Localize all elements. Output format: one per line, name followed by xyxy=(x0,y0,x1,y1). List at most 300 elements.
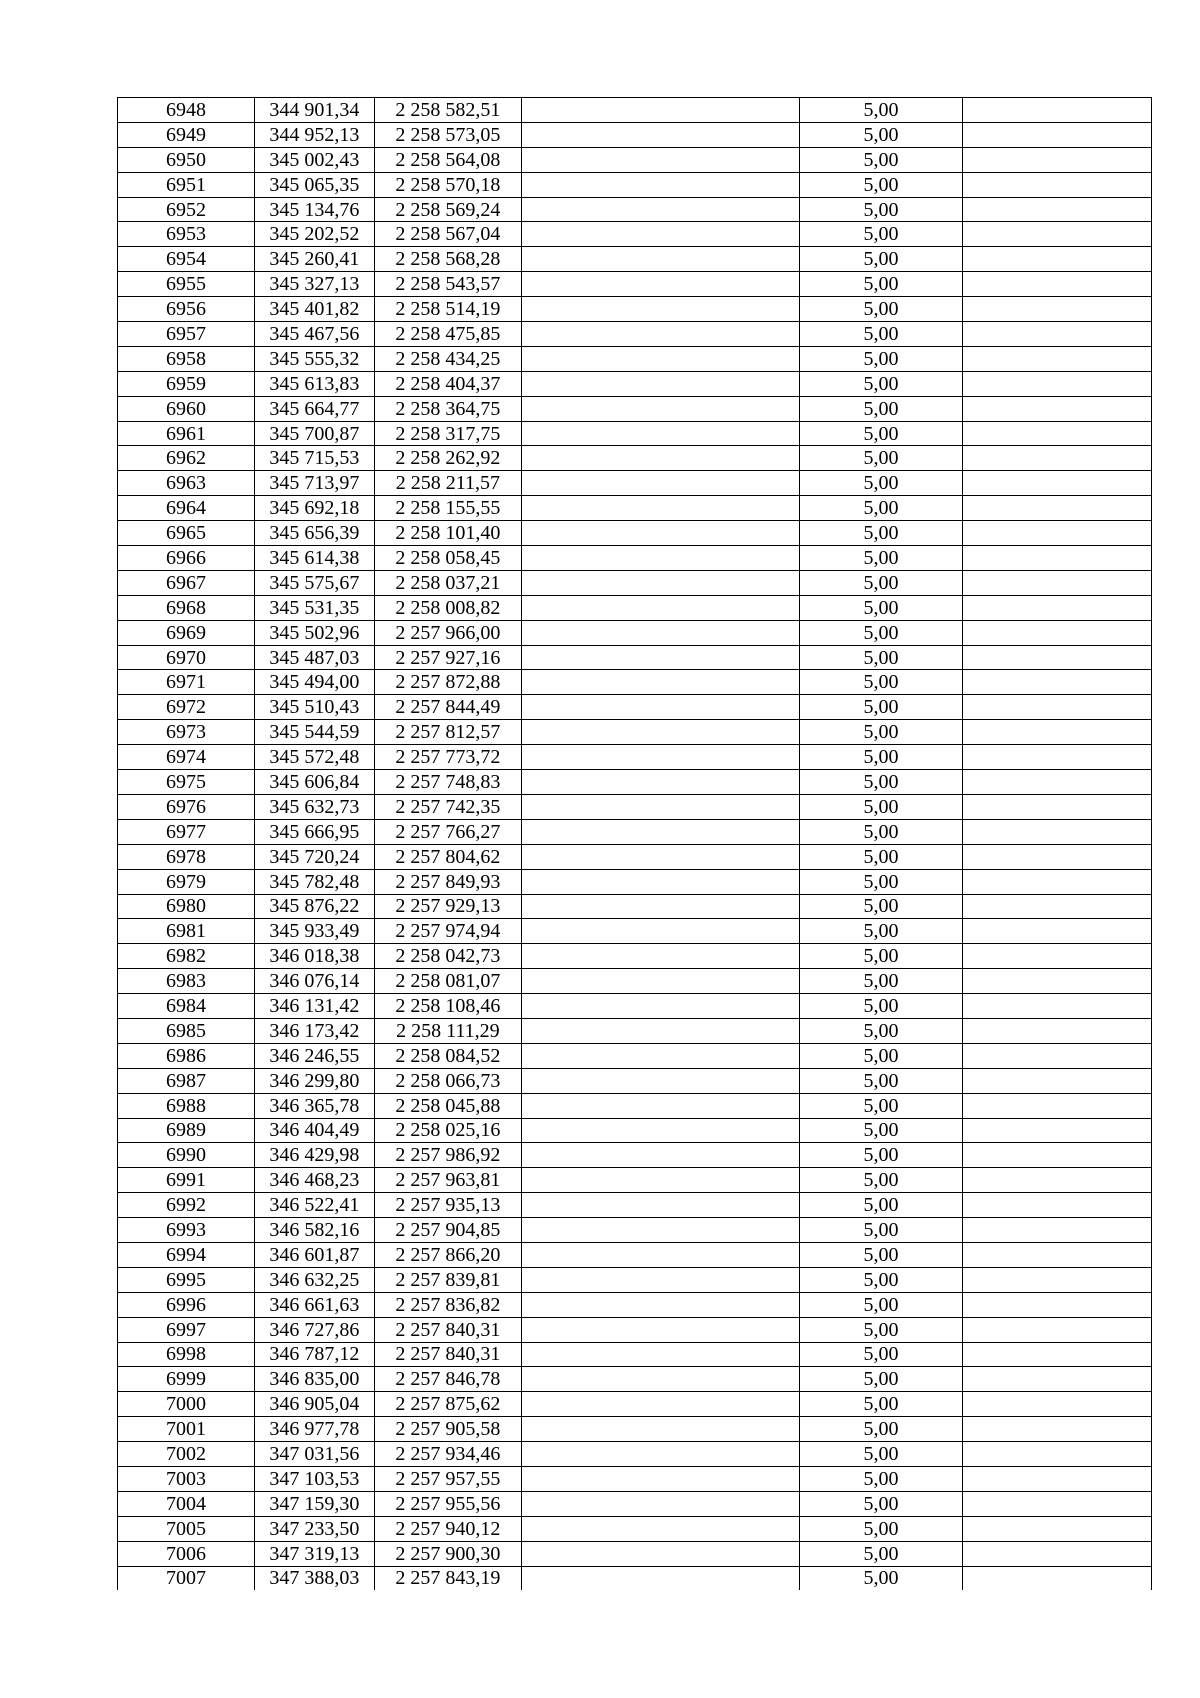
x-coordinate-cell: 345 487,03 xyxy=(255,645,375,670)
point-number-cell: 6967 xyxy=(118,570,255,595)
empty-cell xyxy=(521,247,799,272)
point-number-cell: 6978 xyxy=(118,844,255,869)
empty-cell xyxy=(521,98,799,123)
x-coordinate-cell: 346 076,14 xyxy=(255,969,375,994)
y-coordinate-cell: 2 257 955,56 xyxy=(374,1491,521,1516)
y-coordinate-cell: 2 258 317,75 xyxy=(374,421,521,446)
y-coordinate-cell: 2 258 042,73 xyxy=(374,944,521,969)
empty-cell xyxy=(962,172,1151,197)
point-number-cell: 6948 xyxy=(118,98,255,123)
y-coordinate-cell: 2 257 804,62 xyxy=(374,844,521,869)
x-coordinate-cell: 346 299,80 xyxy=(255,1068,375,1093)
point-number-cell: 6961 xyxy=(118,421,255,446)
point-number-cell: 6990 xyxy=(118,1143,255,1168)
x-coordinate-cell: 345 002,43 xyxy=(255,147,375,172)
empty-cell xyxy=(962,1267,1151,1292)
empty-cell xyxy=(521,620,799,645)
x-coordinate-cell: 345 260,41 xyxy=(255,247,375,272)
point-number-cell: 6998 xyxy=(118,1342,255,1367)
x-coordinate-cell: 345 715,53 xyxy=(255,446,375,471)
point-number-cell: 6957 xyxy=(118,322,255,347)
point-number-cell: 6949 xyxy=(118,122,255,147)
value-cell: 5,00 xyxy=(800,471,963,496)
point-number-cell: 6963 xyxy=(118,471,255,496)
empty-cell xyxy=(962,1491,1151,1516)
empty-cell xyxy=(962,645,1151,670)
point-number-cell: 7000 xyxy=(118,1392,255,1417)
table-row xyxy=(118,1566,1152,1590)
y-coordinate-cell: 2 257 844,49 xyxy=(374,695,521,720)
empty-cell xyxy=(521,446,799,471)
empty-cell xyxy=(962,322,1151,347)
empty-cell xyxy=(962,197,1151,222)
y-coordinate-cell: 2 257 927,16 xyxy=(374,645,521,670)
empty-cell xyxy=(521,1491,799,1516)
table-row xyxy=(118,819,1152,844)
y-coordinate-cell: 2 257 905,58 xyxy=(374,1417,521,1442)
x-coordinate-cell: 346 429,98 xyxy=(255,1143,375,1168)
empty-cell xyxy=(962,1442,1151,1467)
empty-cell xyxy=(521,1541,799,1566)
empty-cell xyxy=(521,1143,799,1168)
value-cell: 5,00 xyxy=(800,521,963,546)
point-number-cell: 6966 xyxy=(118,546,255,571)
empty-cell xyxy=(962,595,1151,620)
empty-cell xyxy=(521,1118,799,1143)
empty-cell xyxy=(521,570,799,595)
table-row xyxy=(118,1491,1152,1516)
y-coordinate-cell: 2 258 101,40 xyxy=(374,521,521,546)
table-row xyxy=(118,222,1152,247)
value-cell: 5,00 xyxy=(800,1392,963,1417)
value-cell: 5,00 xyxy=(800,1417,963,1442)
x-coordinate-cell: 347 031,56 xyxy=(255,1442,375,1467)
y-coordinate-cell: 2 258 567,04 xyxy=(374,222,521,247)
empty-cell xyxy=(521,122,799,147)
y-coordinate-cell: 2 258 155,55 xyxy=(374,496,521,521)
point-number-cell: 6993 xyxy=(118,1218,255,1243)
value-cell: 5,00 xyxy=(800,894,963,919)
x-coordinate-cell: 345 502,96 xyxy=(255,620,375,645)
table-row xyxy=(118,322,1152,347)
y-coordinate-cell: 2 258 066,73 xyxy=(374,1068,521,1093)
empty-cell xyxy=(962,794,1151,819)
empty-cell xyxy=(962,471,1151,496)
table-row xyxy=(118,1218,1152,1243)
empty-cell xyxy=(962,222,1151,247)
empty-cell xyxy=(521,396,799,421)
empty-cell xyxy=(962,1317,1151,1342)
point-number-cell: 6954 xyxy=(118,247,255,272)
empty-cell xyxy=(962,1168,1151,1193)
y-coordinate-cell: 2 257 748,83 xyxy=(374,770,521,795)
value-cell: 5,00 xyxy=(800,1168,963,1193)
value-cell: 5,00 xyxy=(800,396,963,421)
point-number-cell: 7001 xyxy=(118,1417,255,1442)
table-row xyxy=(118,1118,1152,1143)
empty-cell xyxy=(521,1292,799,1317)
x-coordinate-cell: 346 835,00 xyxy=(255,1367,375,1392)
point-number-cell: 6982 xyxy=(118,944,255,969)
value-cell: 5,00 xyxy=(800,1068,963,1093)
y-coordinate-cell: 2 258 025,16 xyxy=(374,1118,521,1143)
x-coordinate-cell: 345 656,39 xyxy=(255,521,375,546)
y-coordinate-cell: 2 257 957,55 xyxy=(374,1466,521,1491)
empty-cell xyxy=(962,1566,1151,1590)
empty-cell xyxy=(521,421,799,446)
y-coordinate-cell: 2 257 766,27 xyxy=(374,819,521,844)
value-cell: 5,00 xyxy=(800,944,963,969)
y-coordinate-cell: 2 258 058,45 xyxy=(374,546,521,571)
point-number-cell: 6950 xyxy=(118,147,255,172)
value-cell: 5,00 xyxy=(800,1516,963,1541)
empty-cell xyxy=(962,1018,1151,1043)
value-cell: 5,00 xyxy=(800,869,963,894)
y-coordinate-cell: 2 258 514,19 xyxy=(374,297,521,322)
x-coordinate-cell: 345 692,18 xyxy=(255,496,375,521)
x-coordinate-cell: 346 582,16 xyxy=(255,1218,375,1243)
point-number-cell: 6951 xyxy=(118,172,255,197)
x-coordinate-cell: 345 782,48 xyxy=(255,869,375,894)
y-coordinate-cell: 2 258 543,57 xyxy=(374,272,521,297)
value-cell: 5,00 xyxy=(800,98,963,123)
empty-cell xyxy=(521,322,799,347)
point-number-cell: 6984 xyxy=(118,994,255,1019)
y-coordinate-cell: 2 258 262,92 xyxy=(374,446,521,471)
value-cell: 5,00 xyxy=(800,1342,963,1367)
empty-cell xyxy=(962,521,1151,546)
empty-cell xyxy=(962,272,1151,297)
point-number-cell: 6987 xyxy=(118,1068,255,1093)
y-coordinate-cell: 2 258 568,28 xyxy=(374,247,521,272)
y-coordinate-cell: 2 257 963,81 xyxy=(374,1168,521,1193)
table-row xyxy=(118,720,1152,745)
table-row xyxy=(118,1267,1152,1292)
empty-cell xyxy=(521,1342,799,1367)
empty-cell xyxy=(962,446,1151,471)
table-row xyxy=(118,1292,1152,1317)
empty-cell xyxy=(521,670,799,695)
y-coordinate-cell: 2 258 582,51 xyxy=(374,98,521,123)
y-coordinate-cell: 2 257 986,92 xyxy=(374,1143,521,1168)
empty-cell xyxy=(521,346,799,371)
value-cell: 5,00 xyxy=(800,720,963,745)
table-row xyxy=(118,1043,1152,1068)
point-number-cell: 6988 xyxy=(118,1093,255,1118)
empty-cell xyxy=(962,745,1151,770)
value-cell: 5,00 xyxy=(800,919,963,944)
x-coordinate-cell: 346 365,78 xyxy=(255,1093,375,1118)
x-coordinate-cell: 346 018,38 xyxy=(255,944,375,969)
x-coordinate-cell: 346 787,12 xyxy=(255,1342,375,1367)
value-cell: 5,00 xyxy=(800,1541,963,1566)
empty-cell xyxy=(962,1292,1151,1317)
table-row xyxy=(118,670,1152,695)
y-coordinate-cell: 2 257 840,31 xyxy=(374,1317,521,1342)
value-cell: 5,00 xyxy=(800,1466,963,1491)
point-number-cell: 6975 xyxy=(118,770,255,795)
empty-cell xyxy=(521,919,799,944)
table-row xyxy=(118,1342,1152,1367)
empty-cell xyxy=(962,620,1151,645)
empty-cell xyxy=(962,894,1151,919)
empty-cell xyxy=(521,1566,799,1590)
value-cell: 5,00 xyxy=(800,770,963,795)
point-number-cell: 6964 xyxy=(118,496,255,521)
table-row xyxy=(118,421,1152,446)
x-coordinate-cell: 347 103,53 xyxy=(255,1466,375,1491)
x-coordinate-cell: 346 468,23 xyxy=(255,1168,375,1193)
value-cell: 5,00 xyxy=(800,1317,963,1342)
table-row xyxy=(118,944,1152,969)
empty-cell xyxy=(962,1541,1151,1566)
x-coordinate-cell: 346 601,87 xyxy=(255,1242,375,1267)
point-number-cell: 6976 xyxy=(118,794,255,819)
y-coordinate-cell: 2 257 773,72 xyxy=(374,745,521,770)
empty-cell xyxy=(521,745,799,770)
y-coordinate-cell: 2 257 966,00 xyxy=(374,620,521,645)
y-coordinate-cell: 2 258 434,25 xyxy=(374,346,521,371)
y-coordinate-cell: 2 258 008,82 xyxy=(374,595,521,620)
point-number-cell: 6995 xyxy=(118,1267,255,1292)
table-row xyxy=(118,521,1152,546)
table-row xyxy=(118,1193,1152,1218)
point-number-cell: 6970 xyxy=(118,645,255,670)
table-body xyxy=(118,98,1152,1591)
point-number-cell: 6958 xyxy=(118,346,255,371)
x-coordinate-cell: 345 555,32 xyxy=(255,346,375,371)
point-number-cell: 7005 xyxy=(118,1516,255,1541)
y-coordinate-cell: 2 257 904,85 xyxy=(374,1218,521,1243)
point-number-cell: 6977 xyxy=(118,819,255,844)
x-coordinate-cell: 345 531,35 xyxy=(255,595,375,620)
point-number-cell: 6980 xyxy=(118,894,255,919)
empty-cell xyxy=(521,944,799,969)
point-number-cell: 6989 xyxy=(118,1118,255,1143)
point-number-cell: 6994 xyxy=(118,1242,255,1267)
empty-cell xyxy=(521,1466,799,1491)
table-row xyxy=(118,297,1152,322)
point-number-cell: 6962 xyxy=(118,446,255,471)
empty-cell xyxy=(521,595,799,620)
point-number-cell: 6979 xyxy=(118,869,255,894)
empty-cell xyxy=(962,770,1151,795)
x-coordinate-cell: 346 661,63 xyxy=(255,1292,375,1317)
empty-cell xyxy=(521,1018,799,1043)
point-number-cell: 6965 xyxy=(118,521,255,546)
value-cell: 5,00 xyxy=(800,570,963,595)
y-coordinate-cell: 2 258 081,07 xyxy=(374,969,521,994)
empty-cell xyxy=(962,1093,1151,1118)
table-row xyxy=(118,620,1152,645)
empty-cell xyxy=(521,994,799,1019)
x-coordinate-cell: 345 510,43 xyxy=(255,695,375,720)
value-cell: 5,00 xyxy=(800,297,963,322)
value-cell: 5,00 xyxy=(800,1442,963,1467)
table-row xyxy=(118,1018,1152,1043)
empty-cell xyxy=(521,645,799,670)
y-coordinate-cell: 2 257 846,78 xyxy=(374,1367,521,1392)
y-coordinate-cell: 2 258 564,08 xyxy=(374,147,521,172)
empty-cell xyxy=(521,844,799,869)
x-coordinate-cell: 346 246,55 xyxy=(255,1043,375,1068)
y-coordinate-cell: 2 257 836,82 xyxy=(374,1292,521,1317)
empty-cell xyxy=(521,1218,799,1243)
empty-cell xyxy=(962,247,1151,272)
x-coordinate-cell: 345 666,95 xyxy=(255,819,375,844)
value-cell: 5,00 xyxy=(800,172,963,197)
empty-cell xyxy=(962,944,1151,969)
point-number-cell: 6999 xyxy=(118,1367,255,1392)
point-number-cell: 6968 xyxy=(118,595,255,620)
x-coordinate-cell: 345 720,24 xyxy=(255,844,375,869)
y-coordinate-cell: 2 258 569,24 xyxy=(374,197,521,222)
table-row xyxy=(118,1242,1152,1267)
table-row xyxy=(118,247,1152,272)
point-number-cell: 6955 xyxy=(118,272,255,297)
empty-cell xyxy=(962,371,1151,396)
value-cell: 5,00 xyxy=(800,819,963,844)
y-coordinate-cell: 2 258 111,29 xyxy=(374,1018,521,1043)
x-coordinate-cell: 346 131,42 xyxy=(255,994,375,1019)
empty-cell xyxy=(962,844,1151,869)
point-number-cell: 6969 xyxy=(118,620,255,645)
table-row xyxy=(118,496,1152,521)
x-coordinate-cell: 345 327,13 xyxy=(255,272,375,297)
value-cell: 5,00 xyxy=(800,496,963,521)
y-coordinate-cell: 2 258 108,46 xyxy=(374,994,521,1019)
empty-cell xyxy=(521,1093,799,1118)
table-row xyxy=(118,1392,1152,1417)
point-number-cell: 7006 xyxy=(118,1541,255,1566)
value-cell: 5,00 xyxy=(800,794,963,819)
x-coordinate-cell: 345 202,52 xyxy=(255,222,375,247)
value-cell: 5,00 xyxy=(800,1218,963,1243)
table-row xyxy=(118,446,1152,471)
empty-cell xyxy=(962,396,1151,421)
value-cell: 5,00 xyxy=(800,745,963,770)
y-coordinate-cell: 2 258 573,05 xyxy=(374,122,521,147)
empty-cell xyxy=(962,994,1151,1019)
table-row xyxy=(118,869,1152,894)
empty-cell xyxy=(521,1043,799,1068)
value-cell: 5,00 xyxy=(800,844,963,869)
value-cell: 5,00 xyxy=(800,1193,963,1218)
point-number-cell: 6983 xyxy=(118,969,255,994)
value-cell: 5,00 xyxy=(800,371,963,396)
point-number-cell: 6996 xyxy=(118,1292,255,1317)
empty-cell xyxy=(962,1242,1151,1267)
table-row xyxy=(118,994,1152,1019)
point-number-cell: 6974 xyxy=(118,745,255,770)
empty-cell xyxy=(521,172,799,197)
empty-cell xyxy=(962,819,1151,844)
y-coordinate-cell: 2 257 866,20 xyxy=(374,1242,521,1267)
value-cell: 5,00 xyxy=(800,122,963,147)
empty-cell xyxy=(962,421,1151,446)
empty-cell xyxy=(521,496,799,521)
value-cell: 5,00 xyxy=(800,546,963,571)
y-coordinate-cell: 2 257 872,88 xyxy=(374,670,521,695)
x-coordinate-cell: 345 632,73 xyxy=(255,794,375,819)
x-coordinate-cell: 346 173,42 xyxy=(255,1018,375,1043)
empty-cell xyxy=(521,770,799,795)
x-coordinate-cell: 345 664,77 xyxy=(255,396,375,421)
table-row xyxy=(118,1317,1152,1342)
empty-cell xyxy=(962,1417,1151,1442)
empty-cell xyxy=(962,1118,1151,1143)
point-number-cell: 6959 xyxy=(118,371,255,396)
empty-cell xyxy=(962,1143,1151,1168)
x-coordinate-cell: 347 159,30 xyxy=(255,1491,375,1516)
point-number-cell: 6973 xyxy=(118,720,255,745)
point-number-cell: 7004 xyxy=(118,1491,255,1516)
x-coordinate-cell: 347 388,03 xyxy=(255,1566,375,1590)
empty-cell xyxy=(962,720,1151,745)
table-row xyxy=(118,147,1152,172)
table-row xyxy=(118,919,1152,944)
value-cell: 5,00 xyxy=(800,1043,963,1068)
value-cell: 5,00 xyxy=(800,1367,963,1392)
table-row xyxy=(118,1143,1152,1168)
empty-cell xyxy=(521,1442,799,1467)
empty-cell xyxy=(521,546,799,571)
y-coordinate-cell: 2 257 812,57 xyxy=(374,720,521,745)
value-cell: 5,00 xyxy=(800,346,963,371)
empty-cell xyxy=(521,1168,799,1193)
empty-cell xyxy=(962,1516,1151,1541)
value-cell: 5,00 xyxy=(800,1143,963,1168)
point-number-cell: 7002 xyxy=(118,1442,255,1467)
y-coordinate-cell: 2 257 849,93 xyxy=(374,869,521,894)
empty-cell xyxy=(521,720,799,745)
y-coordinate-cell: 2 257 742,35 xyxy=(374,794,521,819)
table-row xyxy=(118,371,1152,396)
empty-cell xyxy=(962,496,1151,521)
table-row xyxy=(118,197,1152,222)
value-cell: 5,00 xyxy=(800,994,963,1019)
y-coordinate-cell: 2 258 404,37 xyxy=(374,371,521,396)
x-coordinate-cell: 345 933,49 xyxy=(255,919,375,944)
table-row xyxy=(118,272,1152,297)
value-cell: 5,00 xyxy=(800,1292,963,1317)
table-row xyxy=(118,595,1152,620)
x-coordinate-cell: 346 522,41 xyxy=(255,1193,375,1218)
table-row xyxy=(118,745,1152,770)
y-coordinate-cell: 2 257 900,30 xyxy=(374,1541,521,1566)
table-row xyxy=(118,1168,1152,1193)
x-coordinate-cell: 345 544,59 xyxy=(255,720,375,745)
point-number-cell: 6972 xyxy=(118,695,255,720)
table-row xyxy=(118,1541,1152,1566)
y-coordinate-cell: 2 257 974,94 xyxy=(374,919,521,944)
x-coordinate-cell: 347 233,50 xyxy=(255,1516,375,1541)
empty-cell xyxy=(521,1516,799,1541)
x-coordinate-cell: 345 613,83 xyxy=(255,371,375,396)
table-row xyxy=(118,969,1152,994)
x-coordinate-cell: 345 713,97 xyxy=(255,471,375,496)
empty-cell xyxy=(521,371,799,396)
x-coordinate-cell: 344 901,34 xyxy=(255,98,375,123)
empty-cell xyxy=(962,546,1151,571)
empty-cell xyxy=(521,819,799,844)
value-cell: 5,00 xyxy=(800,1491,963,1516)
value-cell: 5,00 xyxy=(800,1093,963,1118)
table-row xyxy=(118,794,1152,819)
empty-cell xyxy=(962,670,1151,695)
empty-cell xyxy=(521,1267,799,1292)
empty-cell xyxy=(521,222,799,247)
